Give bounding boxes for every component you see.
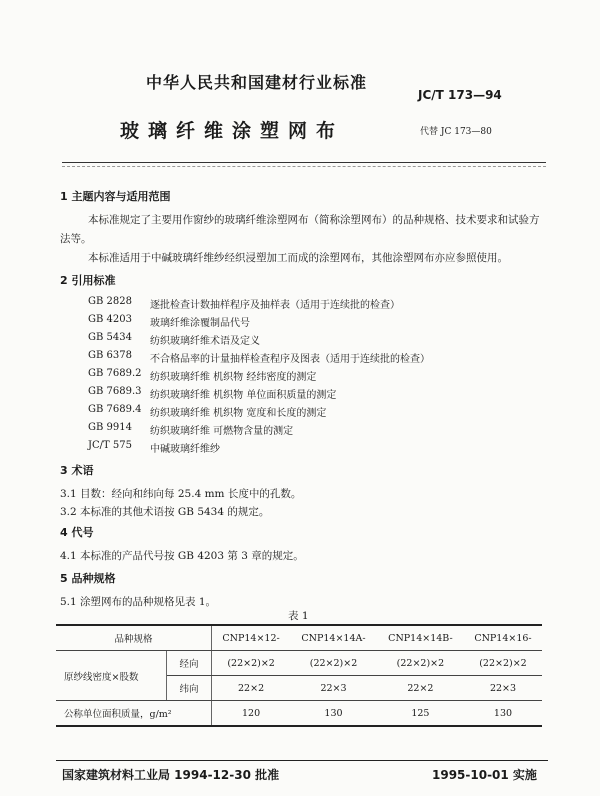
- section-1-para-1-cont: 法等。: [60, 233, 92, 245]
- ref-code: GB 4203: [88, 314, 132, 325]
- table-cell: (22×2)×2: [464, 651, 542, 676]
- approval-note: 国家建筑材料工业局 1994-12-30 批准: [62, 768, 280, 782]
- ref-code: GB 2828: [88, 296, 132, 307]
- warp-label: 经向: [167, 651, 212, 676]
- ref-code: GB 7689.3: [88, 386, 142, 397]
- table-cell: 22×2: [377, 676, 464, 701]
- effective-date: 1995-10-01 实施: [432, 768, 537, 782]
- mass-label: 公称单位面积质量，g/m²: [56, 701, 212, 727]
- header-rule-dashed: [62, 166, 546, 167]
- table-row: [56, 701, 542, 727]
- table-cell: 130: [290, 701, 377, 727]
- ref-code: GB 9914: [88, 422, 132, 433]
- table-header-row: [56, 625, 542, 651]
- table-cell: 120: [212, 701, 291, 727]
- section-3-item-1: 3.1 目数：经向和纬向每 25.4 mm 长度中的孔数。: [60, 488, 302, 500]
- ref-code: GB 7689.2: [88, 368, 142, 379]
- ref-title: 纺织玻璃纤维术语及定义: [150, 336, 260, 347]
- table-cell: 125: [377, 701, 464, 727]
- section-1-para-2: 本标准适用于中碱玻璃纤维纱经织浸塑加工而成的涂塑网布，其他涂塑网布亦应参照使用。: [88, 252, 508, 264]
- ref-title: 纺织玻璃纤维 可燃物含量的测定: [150, 426, 294, 437]
- weft-label: 纬向: [167, 676, 212, 701]
- ref-code: GB 6378: [88, 350, 132, 361]
- table-cell: (22×2)×2: [377, 651, 464, 676]
- section-1-heading: 1 主题内容与适用范围: [60, 190, 171, 203]
- ref-code: JC/T 575: [88, 440, 132, 451]
- ref-title: 纺织玻璃纤维 机织物 经纬密度的测定: [150, 372, 317, 383]
- table-cell: 130: [464, 701, 542, 727]
- ref-title: 逐批检查计数抽样程序及抽样表（适用于连续批的检查）: [150, 300, 400, 311]
- ref-title: 纺织玻璃纤维 机织物 宽度和长度的测定: [150, 408, 327, 419]
- table-row: [56, 651, 542, 676]
- document-title: 玻璃纤维涂塑网布: [120, 120, 345, 142]
- table-cell: (22×2)×2: [290, 651, 377, 676]
- replaces-note: 代替 JC 173—80: [420, 127, 492, 137]
- table-cell: 22×2: [212, 676, 291, 701]
- spec-table: [56, 624, 542, 727]
- standard-code: JC/T 173—94: [418, 88, 502, 102]
- table-group-label: 原纱线密度×股数: [56, 651, 167, 701]
- section-2-heading: 2 引用标准: [60, 274, 116, 287]
- standard-org-title: 中华人民共和国建材行业标准: [146, 73, 368, 92]
- table-column-header: CNP14×14B-: [377, 625, 464, 651]
- table-head-label: 品种规格: [56, 625, 212, 651]
- section-1-para-1: 本标准规定了主要用作窗纱的玻璃纤维涂塑网布（简称涂塑网布）的品种规格、技术要求和试验方: [88, 214, 540, 226]
- ref-title: 纺织玻璃纤维 机织物 单位面积质量的测定: [150, 390, 337, 401]
- ref-code: GB 5434: [88, 332, 132, 343]
- table-column-header: CNP14×16-: [464, 625, 542, 651]
- table-cell: 22×3: [290, 676, 377, 701]
- section-4-item-1: 4.1 本标准的产品代号按 GB 4203 第 3 章的规定。: [60, 550, 304, 562]
- section-3-item-2: 3.2 本标准的其他术语按 GB 5434 的规定。: [60, 506, 270, 518]
- table-column-header: CNP14×14A-: [290, 625, 377, 651]
- ref-title: 玻璃纤维涂覆制品代号: [150, 318, 250, 329]
- table-cell: (22×2)×2: [212, 651, 291, 676]
- table-caption: 表 1: [288, 610, 309, 622]
- footer-rule: [56, 760, 548, 761]
- section-5-item-1: 5.1 涂塑网布的品种规格见表 1。: [60, 596, 217, 608]
- header-rule: [62, 162, 546, 163]
- ref-title: 中碱玻璃纤维纱: [150, 444, 220, 455]
- ref-code: GB 7689.4: [88, 404, 142, 415]
- table-cell: 22×3: [464, 676, 542, 701]
- table-column-header: CNP14×12-: [212, 625, 291, 651]
- section-3-heading: 3 术语: [60, 464, 94, 477]
- ref-title: 不合格品率的计量抽样检查程序及图表（适用于连续批的检查）: [150, 354, 430, 365]
- section-5-heading: 5 品种规格: [60, 572, 116, 585]
- section-4-heading: 4 代号: [60, 526, 94, 539]
